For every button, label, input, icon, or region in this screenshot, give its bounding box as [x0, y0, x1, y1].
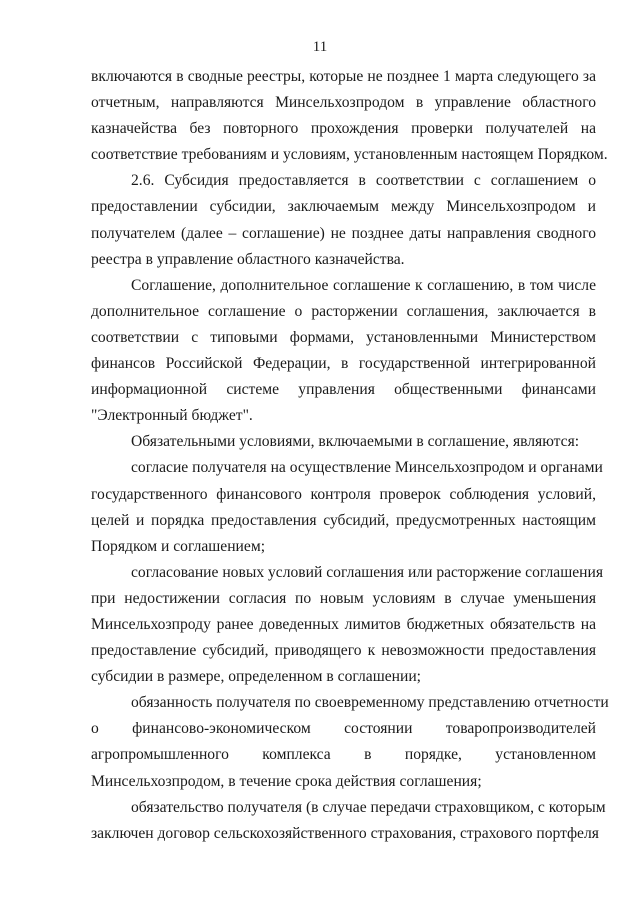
text-line: соответствие требованиям и условиям, установленным настоящем Порядком. — [91, 146, 608, 164]
paragraph — [91, 795, 606, 847]
paragraph — [91, 64, 608, 168]
text-line: предоставлении субсидии, заключаемым между Минсельхозпродом и — [91, 198, 596, 216]
paragraph — [91, 690, 609, 794]
text-line: государственного финансового контроля проверок соблюдения условий, — [91, 485, 596, 503]
text-line: заключен договор сельскохозяйственного страхования, страхового портфеля — [91, 824, 599, 842]
text-line: обязательство получателя (в случае передачи страховщиком, с которым — [131, 798, 606, 816]
paragraph — [91, 455, 603, 559]
text-line: при недостижении согласия по новым условиям в случае уменьшения — [91, 589, 596, 607]
text-line: целей и порядка предоставления субсидий, предусмотренных настоящим — [91, 511, 596, 529]
paragraph — [91, 429, 596, 455]
text-line: 2.6. Субсидия предоставляется в соответствии с соглашением о — [131, 172, 596, 190]
text-line: субсидии в размере, определенном в соглашении; — [91, 668, 422, 686]
text-line: предоставление субсидий, приводящего к невозможности предоставления — [91, 642, 596, 660]
paragraph — [91, 560, 603, 690]
text-line: соответствии с типовыми формами, установленными Министерством — [91, 328, 596, 346]
text-line: отчетным, направляются Минсельхозпродом в управление областного — [91, 94, 596, 112]
text-line: обязанность получателя по своевременному представлению отчетности — [131, 694, 609, 712]
text-line: Обязательными условиями, включаемыми в соглашение, являются: — [131, 433, 580, 451]
text-line: согласие получателя на осуществление Минсельхозпродом и органами — [131, 459, 603, 477]
paragraph — [91, 273, 596, 430]
text-line: информационной системе управления общественными финансами — [91, 381, 596, 399]
text-line: Порядком и соглашением; — [91, 537, 266, 555]
text-line: включаются в сводные реестры, которые не позднее 1 марта следующего за — [91, 68, 596, 85]
text-line: реестра в управление областного казначейства. — [91, 250, 405, 268]
text-line: Минсельхозпроду ранее доведенных лимитов бюджетных обязательств на — [91, 615, 596, 633]
text-line: дополнительное соглашение о расторжении соглашения, заключается в — [91, 302, 596, 320]
text-line: Соглашение, дополнительное соглашение к соглашению, в том числе — [131, 276, 596, 294]
paragraph — [91, 168, 596, 272]
text-line: о финансово-экономическом состоянии товаропроизводителей — [91, 720, 596, 738]
text-line: агропромышленного комплекса в порядке, установленном — [91, 746, 596, 764]
text-line: "Электронный бюджет". — [91, 407, 253, 425]
text-line: согласование новых условий соглашения или расторжение соглашения — [131, 563, 603, 581]
text-line: Минсельхозпродом, в течение срока действия соглашения; — [91, 772, 482, 790]
text-line: получателем (далее – соглашение) не позднее даты направления сводного — [91, 224, 596, 242]
text-line: финансов Российской Федерации, в государственной интегрированной — [91, 355, 596, 373]
document-body — [91, 64, 609, 847]
page-number: 11 — [312, 39, 328, 55]
text-line: казначейства без повторного прохождения проверки получателей на — [91, 120, 596, 138]
